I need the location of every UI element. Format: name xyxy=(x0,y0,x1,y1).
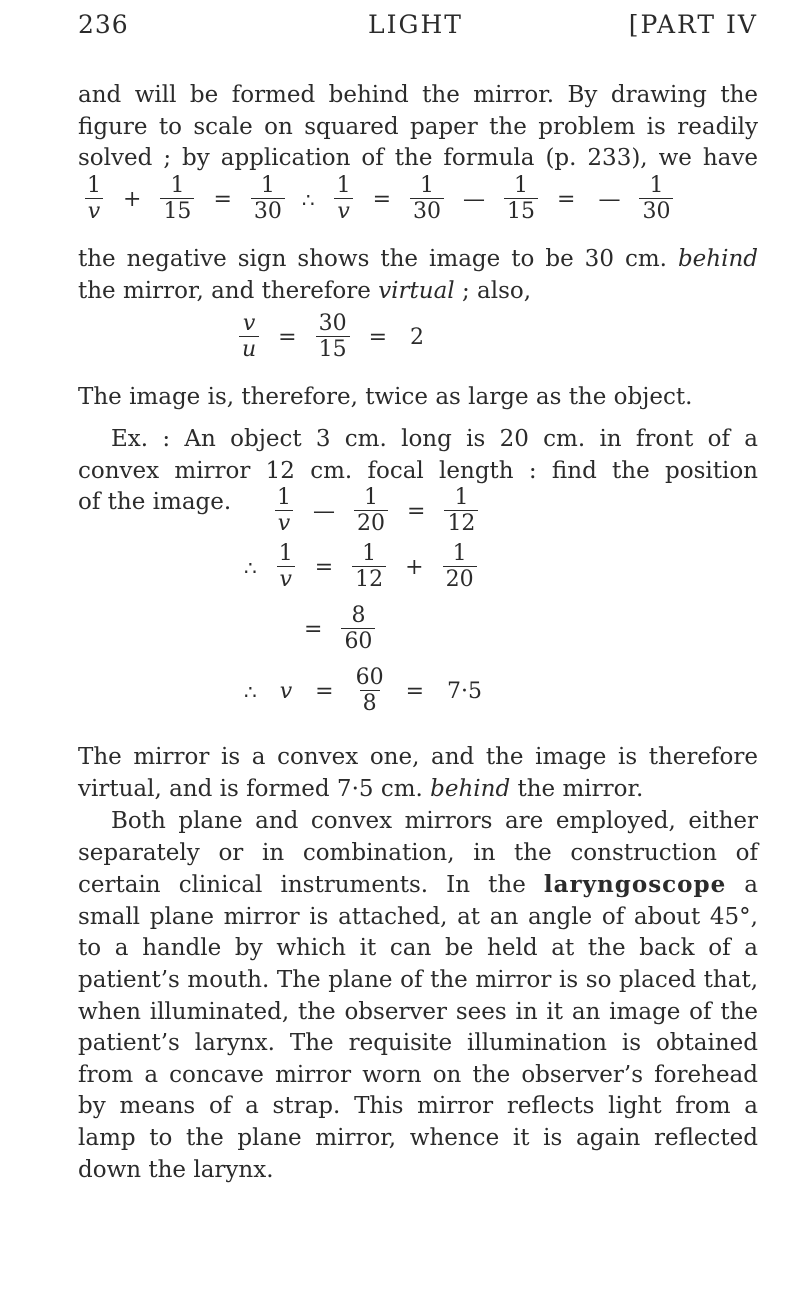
equation-magnification: $\frac{v}{u}$ = $\frac{30}{15}$ = 2 xyxy=(235,312,432,363)
fraction: $\frac{30}{15}$ xyxy=(316,312,350,363)
fraction: $\frac{1}{15}$ xyxy=(160,174,194,225)
therefore-symbol: ∴ xyxy=(244,679,259,704)
equation-example-step3: = $\frac{8}{60}$ xyxy=(296,604,379,655)
page-number: 236 xyxy=(78,10,129,39)
equation-example-step1: $\frac{1}{v}$ — $\frac{1}{20}$ = $\frac{1}{12}$ xyxy=(270,486,482,537)
fraction: $\frac{1}{v}$ xyxy=(274,486,294,537)
text-line: virtual, and is formed 7·5 cm. behind the mirror. xyxy=(78,775,644,802)
fraction: $\frac{60}{8}$ xyxy=(355,665,384,716)
running-header xyxy=(78,10,758,50)
text-line: figure to scale on squared paper the problem is readily xyxy=(78,113,758,140)
fraction: $\frac{1}{15}$ xyxy=(504,174,538,225)
equation-example-step2: ∴ $\frac{1}{v}$ = $\frac{1}{12}$ + $\frac{1}{20}$ xyxy=(238,542,481,593)
paragraph-convex-result xyxy=(78,742,758,805)
text-line: Ex. : An object 3 cm. long is 20 cm. in front of a xyxy=(111,426,758,452)
paragraph-intro xyxy=(78,80,758,175)
fraction: $\frac{1}{20}$ xyxy=(443,542,477,593)
therefore-symbol: ∴ xyxy=(244,555,259,580)
equation-example-result: ∴ v = $\frac{60}{8}$ = 7·5 xyxy=(244,665,483,716)
part-label: [PART IV xyxy=(628,10,758,39)
equation-mirror-formula: $\frac{1}{v}$ + $\frac{1}{15}$ = $\frac{1}{30}$ ∴ $\frac{1}{v}$ = $\frac{1}{30}$ — $\frac{1}{15}$ = — $\frac{1}{30}$ xyxy=(80,174,677,225)
fraction: $\frac{1}{30}$ xyxy=(251,174,285,225)
therefore-symbol: ∴ xyxy=(301,187,317,212)
fraction: $\frac{1}{20}$ xyxy=(354,486,388,537)
fraction: $\frac{1}{30}$ xyxy=(639,174,673,225)
text-line: The image is, therefore, twice as large as the object. xyxy=(78,384,693,410)
fraction: $\frac{1}{12}$ xyxy=(444,486,478,537)
text-line: the negative sign shows the image to be 30 cm. behind xyxy=(78,246,758,272)
text-line: solved ; by application of the formula (p. 233), we have xyxy=(78,145,758,172)
fraction: $\frac{1}{12}$ xyxy=(352,542,386,593)
fraction: $\frac{8}{60}$ xyxy=(341,604,375,655)
text-line: and will be formed behind the mirror. By drawing the xyxy=(78,82,758,108)
fraction: $\frac{v}{u}$ xyxy=(239,312,259,363)
paragraph-conclusion xyxy=(78,382,758,414)
paragraph-negative-sign xyxy=(78,244,758,307)
paragraph-laryngoscope: Both plane and convex mirrors are employed, either separately or in combination, in the construction of certain clinical instruments. In the laryngoscope a small plane mirror is attached, at an angle of about 45°, to a handle by which it can be held at the back of a patient’s mouth. The plane of the mirror is so placed that, when illuminated, the observer sees in it an image of the patient’s larynx. The requisite illumination is obtained from a concave mirror worn on the observer’s forehead by means of a strap. This mirror reflects light from a lamp to the plane mirror, whence it is again reflected down the larynx. xyxy=(78,808,758,1183)
fraction: $\frac{1}{v}$ xyxy=(276,542,296,593)
text-line: of the image. xyxy=(78,489,232,516)
text-line: The mirror is a convex one, and the image is therefore xyxy=(78,744,758,770)
term-laryngoscope: laryngoscope xyxy=(543,871,727,899)
text-line: the mirror, and therefore virtual ; also, xyxy=(78,277,532,304)
fraction: $\frac{1}{30}$ xyxy=(410,174,444,225)
fraction: $\frac{1}{v}$ xyxy=(84,174,104,225)
fraction: $\frac{1}{v}$ xyxy=(334,174,354,225)
text-line: convex mirror 12 cm. focal length : find the position xyxy=(78,457,758,484)
chapter-title: LIGHT xyxy=(368,10,463,39)
